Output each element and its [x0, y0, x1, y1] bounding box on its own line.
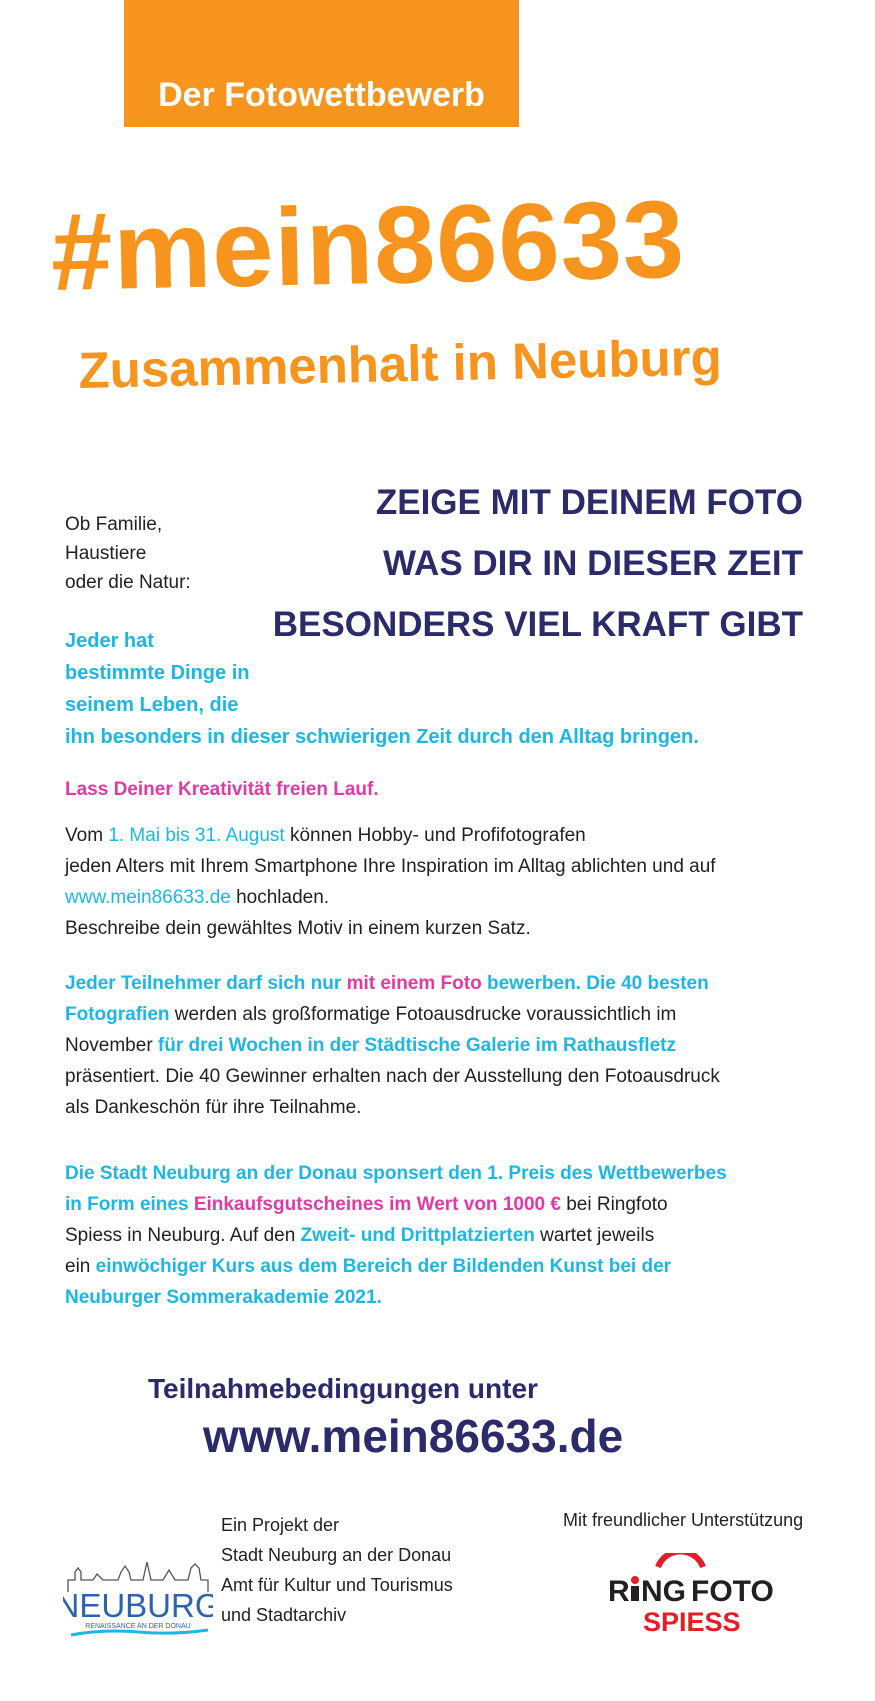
p2-text-f: November [65, 1035, 158, 1056]
ringfoto-logo [603, 1553, 778, 1638]
neuburg-skyline-icon [63, 1532, 213, 1642]
headline-line-2: WAS DIR IN DIESER ZEIT [382, 544, 803, 583]
p1-text-d: hochladen. [230, 887, 330, 908]
headline-line-1: ZEIGE MIT DEINEM FOTO [375, 483, 803, 522]
neuburg-logo [63, 1532, 213, 1642]
footer-url-link[interactable]: www.mein86633.de [203, 1410, 624, 1462]
p3-text-g: wartet jeweils [534, 1225, 655, 1246]
project-info [221, 1510, 453, 1630]
p1-text-a: Vom [65, 825, 109, 846]
p2-text-h: präsentiert. Die 40 Gewinner erhalten nach der Ausstellung den Fotoausdruck [65, 1066, 720, 1087]
ringfoto-foto: FOTO [691, 1575, 774, 1608]
p2-text-c: bewerben. Die 40 besten [481, 973, 709, 994]
intro-cyan-line-4: ihn besonders in dieser schwierigen Zeit durch den Alltag bringen. [65, 726, 699, 748]
p1-text-c: jeden Alters mit Ihrem Smartphone Ihre Inspiration im Alltag ablichten und auf [65, 856, 716, 877]
p3-text-a: Die Stadt Neuburg an der Donau sponsert den 1. Preis des Wettbewerbes [65, 1163, 727, 1184]
intro-line-3: oder die Natur: [65, 572, 191, 593]
ringfoto-spiess: SPIESS [643, 1607, 741, 1637]
subtitle: Zusammenhalt in Neuburg [77, 328, 723, 399]
project-line-3: Amt für Kultur und Tourismus [221, 1575, 453, 1595]
banner-text: Der Fotowettbewerb [158, 76, 485, 114]
p2-text-g: für drei Wochen in der Städtische Galerie im Rathausfletz [157, 1035, 676, 1056]
p3-text-i: einwöchiger Kurs aus dem Bereich der Bildenden Kunst bei der [95, 1256, 672, 1277]
p1-url-link[interactable]: www.mein86633.de [65, 887, 231, 908]
p3-text-c: Einkaufsgutscheines im Wert von 1000 € [193, 1194, 561, 1215]
intro-cyan-line-3: seinem Leben, die [65, 694, 239, 716]
ringfoto-dot-icon [631, 1576, 639, 1584]
ringfoto-ng: NG [641, 1575, 686, 1608]
project-line-1: Ein Projekt der [221, 1515, 340, 1535]
headline-line-3: BESONDERS VIEL KRAFT GIBT [272, 605, 803, 644]
ringfoto-r: R [608, 1575, 630, 1608]
intro-cyan-line-2: bestimmte Dinge in [65, 662, 250, 684]
paragraph-rules [65, 968, 825, 1123]
p3-text-b: in Form eines [65, 1194, 194, 1215]
project-line-4: und Stadtarchiv [221, 1605, 347, 1625]
p3-text-j: Neuburger Sommerakademie 2021. [65, 1287, 382, 1308]
support-text: Mit freundlicher Unterstützung [563, 1510, 804, 1530]
intro-cyan-text [65, 625, 699, 753]
intro-cyan-line-1: Jeder hat [65, 630, 154, 652]
ringfoto-logo-icon [603, 1553, 778, 1638]
p2-text-e: werden als großformatige Fotoausdrucke voraussichtlich im [169, 1004, 677, 1025]
paragraph-dates [65, 820, 825, 944]
hashtag-title: #mein86633 [49, 177, 687, 314]
p2-text-d: Fotografien [65, 1004, 170, 1025]
footer-title: Teilnahmebedingungen unter [148, 1373, 538, 1404]
p3-text-f: Zweit- und Drittplatzierten [300, 1225, 535, 1246]
p3-text-h: ein [65, 1256, 96, 1277]
kreativ-line: Lass Deiner Kreativität freien Lauf. [65, 779, 379, 800]
p1-dates: 1. Mai bis 31. August [108, 825, 285, 846]
intro-line-2: Haustiere [65, 543, 147, 564]
p2-text-b: mit einem Foto [346, 973, 482, 994]
p1-text-b: können Hobby- und Profifotografen [284, 825, 586, 846]
p2-text-a: Jeder Teilnehmer darf sich nur [65, 973, 347, 994]
neuburg-logo-name: NEUBURG [63, 1587, 213, 1624]
p2-text-i: als Dankeschön für ihre Teilnahme. [65, 1097, 362, 1118]
p3-text-d: bei Ringfoto [560, 1194, 668, 1215]
intro-text [65, 510, 191, 597]
project-line-2: Stadt Neuburg an der Donau [221, 1545, 452, 1565]
banner [124, 0, 519, 127]
paragraph-prizes [65, 1158, 825, 1313]
p1-text-e: Beschreibe dein gewähltes Motiv in einem kurzen Satz. [65, 918, 531, 939]
p3-text-e: Spiess in Neuburg. Auf den [65, 1225, 301, 1246]
intro-line-1: Ob Familie, [65, 514, 163, 535]
neuburg-logo-tagline: RENAISSANCE AN DER DONAU [85, 1623, 191, 1630]
